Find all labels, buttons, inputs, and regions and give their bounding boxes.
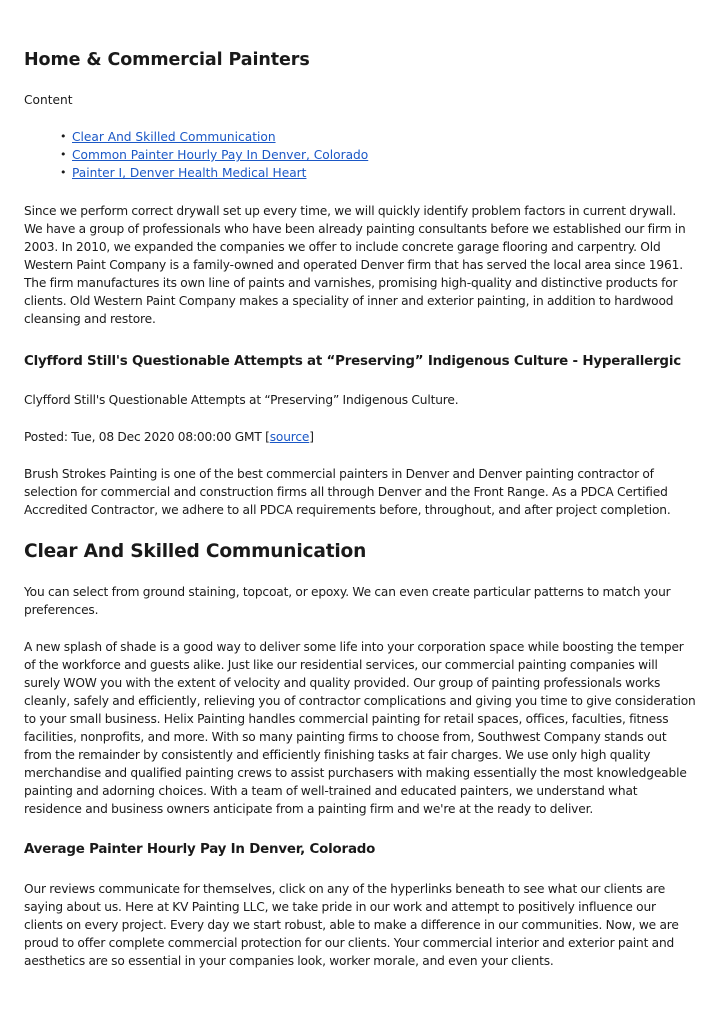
page-title: Home & Commercial Painters xyxy=(24,50,310,70)
news-heading: Clyfford Still's Questionable Attempts at “Preserving” Indigenous Culture - Hyperallergic xyxy=(24,354,681,369)
posted-line xyxy=(24,409,696,446)
section-heading-painter-hourly-pay: Average Painter Hourly Pay In Denver, Colorado xyxy=(24,842,376,857)
toc-link-clear-communication[interactable]: Clear And Skilled Communication xyxy=(72,130,276,144)
brush-strokes-paragraph: Brush Strokes Painting is one of the best commercial painters in Denver and Denver painting contractor of selection for commercial and construction firms all through Denver and the Front Range. As a PDCA Certified Accredited Contractor, we adhere to all PDCA requirements before, throughout, and after project completion. xyxy=(24,467,671,517)
source-link[interactable]: source xyxy=(269,430,310,444)
toc-item xyxy=(72,164,696,182)
section1-paragraph2: A new splash of shade is a good way to deliver some life into your corporation space while boosting the temper of the workforce and guests alike. Just like our residential services, our commercial painting companies will surely WOW you with the extent of velocity and quality provided. Our group of painting professionals works cleanly, safely and efficiently, relieving you of contractor complications and giving you time to give consideration to your small business. Helix Painting handles commercial painting for retail spaces, offices, faculties, fitness facilities, nonprofits, and more. With so many painting firms to choose from, Southwest Company stands out from the remainder by consistently and efficiently finishing tasks at fair charges. We use only high quality merchandise and qualified painting crews to assist purchasers with making essentially the most knowledgeable painting and adorning choices. With a team of well-trained and educated painters, we understand what residence and business owners anticipate from a painting firm and we're at the ready to deliver. xyxy=(24,640,696,816)
section2-paragraph: Our reviews communicate for themselves, click on any of the hyperlinks beneath to see what our clients are saying about us. Here at KV Painting LLC, we take pride in our work and attempt to positively influence our clients on every project. Every day we start robust, able to make a difference in our communities. Now, we are proud to offer complete commercial protection for our clients. Your commercial interior and exterior paint and aesthetics are so essential in your companies look, worker morale, and even your clients. xyxy=(24,882,679,968)
posted-suffix: ] xyxy=(309,430,314,444)
content-label: Content xyxy=(24,93,73,107)
toc-item xyxy=(72,146,696,164)
section-heading-clear-communication: Clear And Skilled Communication xyxy=(24,541,367,562)
intro-paragraph: Since we perform correct drywall set up every time, we will quickly identify problem factors in current drywall. We have a group of professionals who have been already painting consultants before we established our firm in 2003. In 2010, we expanded the companies we offer to include concrete garage flooring and carpentry. Old Western Paint Company is a family-owned and operated Denver firm that has served the local area since 1961. The firm manufactures its own line of paints and varnishes, promising high-quality and distinctive products for clients. Old Western Paint Company makes a speciality of inner and exterior painting, in addition to hardwood cleansing and restore. xyxy=(24,204,686,326)
toc-link-painter-denver-health[interactable]: Painter I, Denver Health Medical Heart xyxy=(72,166,307,180)
section1-paragraph1: You can select from ground staining, topcoat, or epoxy. We can even create particular patterns to match your preferences. xyxy=(24,585,671,617)
news-summary: Clyfford Still's Questionable Attempts at “Preserving” Indigenous Culture. xyxy=(24,393,459,407)
table-of-contents xyxy=(24,109,696,182)
toc-item xyxy=(72,128,696,146)
toc-link-painter-hourly-pay[interactable]: Common Painter Hourly Pay In Denver, Colorado xyxy=(72,148,369,162)
posted-prefix: Posted: Tue, 08 Dec 2020 08:00:00 GMT [ xyxy=(24,430,270,444)
